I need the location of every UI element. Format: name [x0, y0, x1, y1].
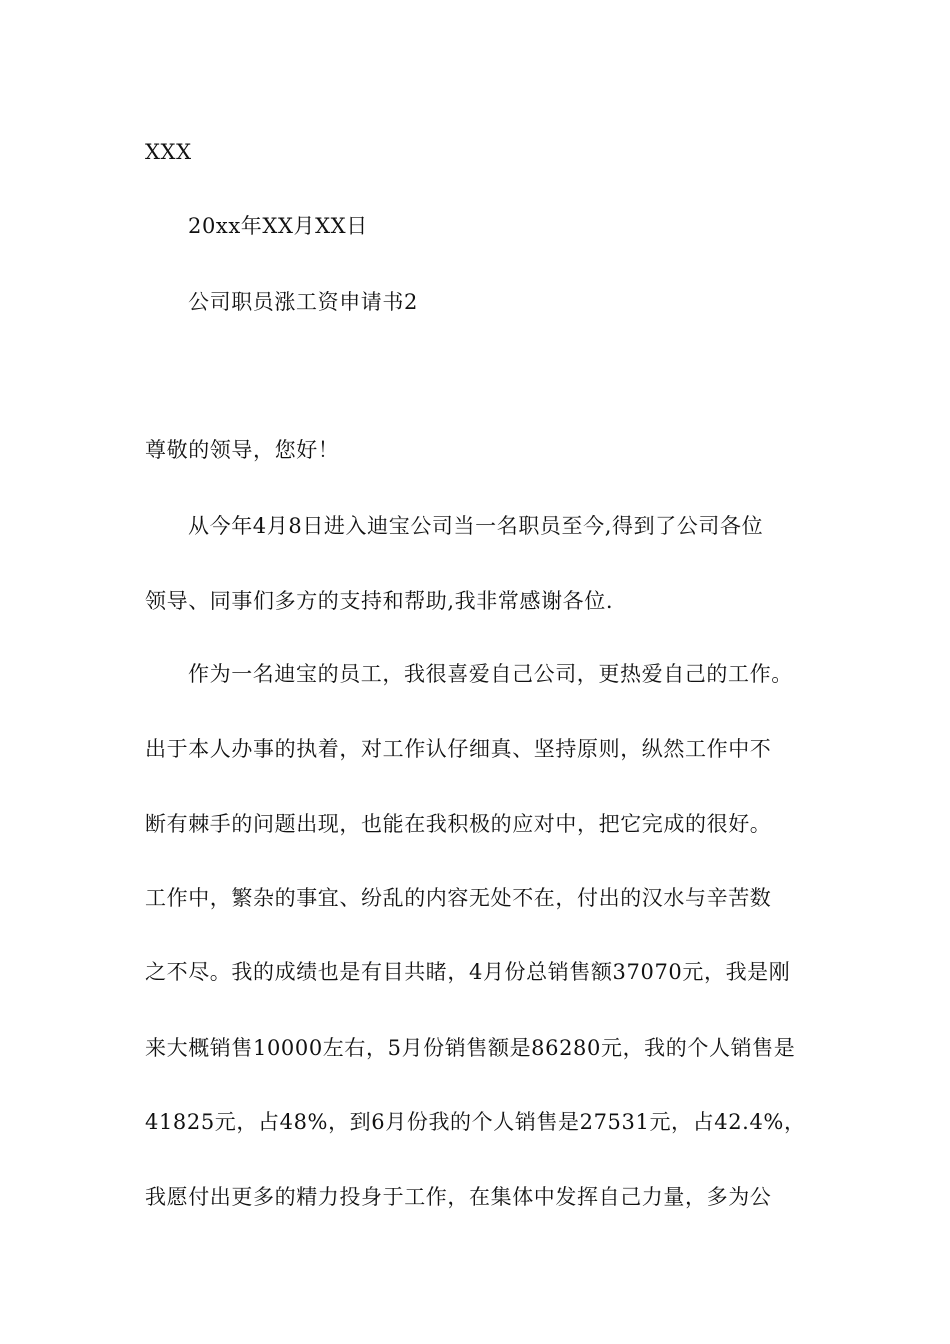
letter-date: 20xx年XX月XX日: [188, 214, 368, 238]
body-line: 作为一名迪宝的员工，我很喜爱自己公司，更热爱自己的工作。: [188, 662, 793, 686]
body-line: 我愿付出更多的精力投身于工作，在集体中发挥自己力量，多为公: [145, 1185, 772, 1209]
salutation: 尊敬的领导，您好！: [145, 438, 340, 462]
section-title: 公司职员涨工资申请书2: [188, 290, 418, 314]
body-line: 出于本人办事的执着，对工作认仔细真、坚持原则，纵然工作中不: [145, 737, 772, 761]
body-line: 之不尽。我的成绩也是有目共睹，4月份总销售额37070元，我是刚: [145, 960, 791, 984]
body-line: 工作中，繁杂的事宜、纷乱的内容无处不在，付出的汉水与辛苦数: [145, 886, 772, 910]
signature-name: XXX: [145, 140, 192, 164]
body-line: 断有棘手的问题出现，也能在我积极的应对中，把它完成的很好。: [145, 812, 772, 836]
body-line: 来大概销售10000左右，5月份销售额是86280元，我的个人销售是: [145, 1036, 796, 1060]
body-line: 从今年4月8日进入迪宝公司当一名职员至今,得到了公司各位: [188, 514, 764, 538]
body-line: 领导、同事们多方的支持和帮助,我非常感谢各位.: [145, 589, 614, 613]
body-line: 41825元，占48%，到6月份我的个人销售是27531元，占42.4%，: [145, 1110, 806, 1134]
